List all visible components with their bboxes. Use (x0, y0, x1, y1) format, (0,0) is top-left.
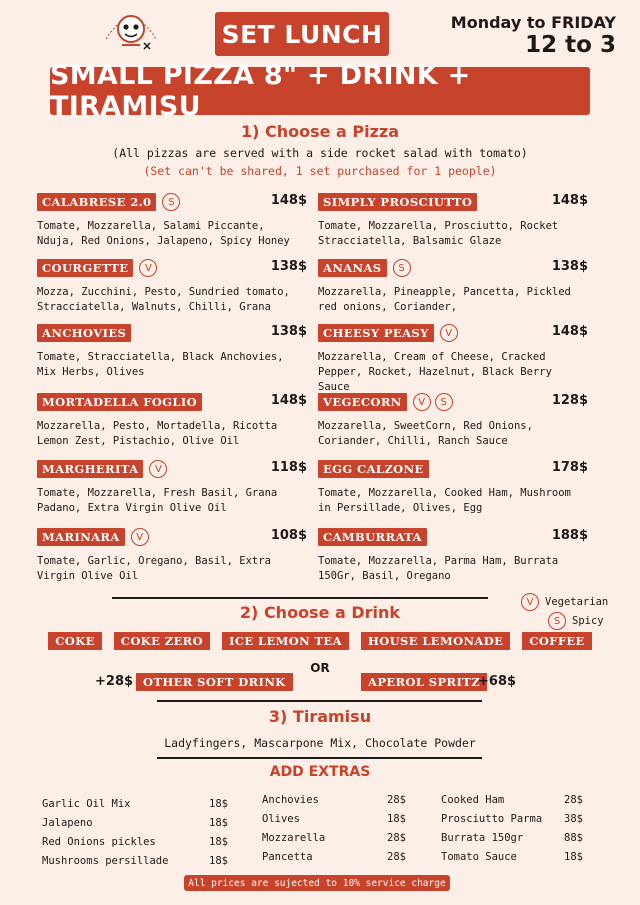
pizza-price: 128$ (551, 393, 588, 408)
pizza-description: Mozzarella, SweetCorn, Red Onions, Coriander, Chilli, Ranch Sauce (318, 420, 533, 447)
extra-price: 28$ (387, 831, 406, 844)
step3-title: 3) Tiramisu (268, 707, 372, 726)
pizza-description: Mozzarella, Cream of Cheese, Cracked Pepper, Rocket, Hazelnut, Black Berry Sauce (318, 351, 552, 393)
pizza-item[interactable] (318, 526, 588, 584)
pizza-name: CHEESY PEASY (318, 324, 434, 342)
step1-note: (All pizzas are served with a side rocket salad with tomato) (112, 146, 528, 160)
pizza-header (318, 257, 588, 279)
drink-ice-lemon-tea[interactable]: ICE LEMON TEA (222, 632, 349, 650)
set-banner: SMALL PIZZA 8" + DRINK + TIRAMISU (50, 67, 590, 115)
extra-item (441, 790, 583, 809)
extra-name: Jalapeno (42, 816, 93, 829)
pizza-header (37, 257, 307, 279)
pizza-description: Tomate, Mozzarella, Fresh Basil, Grana Padano, Extra Virgin Olive Oil (37, 487, 278, 514)
legend-label: Spicy (572, 615, 604, 627)
extra-price: 18$ (564, 850, 583, 863)
pizza-item[interactable] (37, 257, 307, 315)
pizza-price: 178$ (551, 460, 588, 475)
extra-price: 28$ (387, 850, 406, 863)
pizza-name: CALABRESE 2.0 (37, 193, 156, 211)
extra-item (262, 790, 406, 809)
spicy-icon: S (435, 393, 453, 411)
pizza-description: Tomate, Mozzarella, Cooked Ham, Mushroom in Persillade, Olives, Egg (318, 487, 571, 514)
step2-title: 2) Choose a Drink (239, 603, 401, 622)
vegetarian-icon: V (413, 393, 431, 411)
extra-item (262, 809, 406, 828)
pizza-price: 148$ (270, 193, 307, 208)
extra-name: Anchovies (262, 793, 319, 806)
vegetarian-icon: V (149, 460, 167, 478)
extra-item (441, 828, 583, 847)
pizza-item[interactable] (37, 322, 307, 380)
availability (451, 13, 616, 58)
drink-other-soft-drink[interactable]: OTHER SOFT DRINK (136, 673, 293, 691)
divider (157, 700, 482, 702)
pizza-header (37, 191, 307, 213)
pizza-name: MARINARA (37, 528, 125, 546)
extra-item (42, 794, 228, 813)
extra-item (441, 847, 583, 866)
extra-name: Olives (262, 812, 300, 825)
extra-price: 28$ (387, 793, 406, 806)
vegetarian-icon: V (139, 259, 157, 277)
pizza-header (37, 322, 307, 344)
pizza-description: Tomate, Mozzarella, Parma Ham, Burrata 150Gr, Basil, Oregano (318, 555, 559, 582)
vegetarian-icon: V (131, 528, 149, 546)
drink-coffee[interactable]: COFFEE (522, 632, 591, 650)
extras-col-1 (42, 794, 228, 870)
drinks-list (0, 632, 640, 650)
pizza-price: 148$ (551, 193, 588, 208)
aperol-surcharge: +68$ (478, 674, 517, 689)
extra-name: Burrata 150gr (441, 831, 524, 844)
pizza-item[interactable] (318, 191, 588, 249)
pizza-item[interactable] (37, 458, 307, 516)
pizza-description: Mozzarella, Pineapple, Pancetta, Pickled red onions, Coriander, (318, 286, 571, 313)
pizza-item[interactable] (318, 257, 588, 315)
pizza-name: VEGECORN (318, 393, 407, 411)
pizza-name: COURGETTE (37, 259, 133, 277)
extras-col-2 (262, 790, 406, 866)
extra-price: 18$ (387, 812, 406, 825)
pizza-description: Tomate, Stracciatella, Black Anchovies, Mix Herbs, Olives (37, 351, 284, 378)
pizza-description: Mozzarella, Pesto, Mortadella, Ricotta Lemon Zest, Pistachio, Olive Oil (37, 420, 278, 447)
pizza-price: 148$ (551, 324, 588, 339)
step1-title: 1) Choose a Pizza (240, 122, 400, 141)
extra-price: 88$ (564, 831, 583, 844)
pizza-name: ANCHOVIES (37, 324, 131, 342)
pizza-name: MARGHERITA (37, 460, 143, 478)
extras-col-3 (441, 790, 583, 866)
pizza-name: MORTADELLA FOGLIO (37, 393, 202, 411)
extra-item (441, 809, 583, 828)
days-text: Monday to FRIDAY (450, 13, 616, 32)
pizza-item[interactable] (318, 458, 588, 516)
pizza-header (318, 391, 588, 413)
extra-price: 28$ (564, 793, 583, 806)
drink-coke[interactable]: COKE (48, 632, 102, 650)
extra-name: Prosciutto Parma (441, 812, 543, 825)
extra-name: Mushrooms persillade (42, 854, 169, 867)
pizza-header (318, 526, 588, 548)
extra-name: Mozzarella (262, 831, 326, 844)
hours-text: 12 to 3 (525, 32, 616, 58)
extra-price: 18$ (209, 854, 228, 867)
pizza-price: 118$ (270, 460, 307, 475)
pizza-header (318, 191, 588, 213)
drink-aperol-spritz[interactable]: APEROL SPRITZ (361, 673, 487, 691)
extra-name: Red Onions pickles (42, 835, 156, 848)
extra-price: 18$ (209, 816, 228, 829)
extra-item (262, 828, 406, 847)
set-lunch-title: SET LUNCH (215, 12, 389, 56)
pizza-price: 188$ (551, 528, 588, 543)
vegetarian-icon: V (521, 593, 539, 611)
extra-item (42, 813, 228, 832)
pizza-description: Tomate, Mozzarella, Salami Piccante, Nduja, Red Onions, Jalapeno, Spicy Honey (37, 220, 290, 247)
pizza-description: Tomate, Garlic, Oregano, Basil, Extra Virgin Olive Oil (37, 555, 271, 582)
pizza-description: Mozza, Zucchini, Pesto, Sundried tomato, Stracciatella, Walnuts, Chilli, Grana (37, 286, 290, 313)
pizza-name: EGG CALZONE (318, 460, 429, 478)
divider (157, 757, 482, 759)
pizza-item[interactable] (37, 526, 307, 584)
extra-name: Pancetta (262, 850, 313, 863)
spicy-icon: S (548, 612, 566, 630)
extra-item (42, 851, 228, 870)
extra-item (262, 847, 406, 866)
service-charge-note: All prices are sujected to 10% service charge (184, 875, 450, 891)
pizza-header (318, 458, 588, 480)
pizza-name: ANANAS (318, 259, 387, 277)
extra-price: 38$ (564, 812, 583, 825)
pizza-item[interactable] (318, 322, 588, 395)
pizza-price: 138$ (270, 324, 307, 339)
extra-price: 18$ (209, 797, 228, 810)
tiramisu-desc: Ladyfingers, Mascarpone Mix, Chocolate Powder (164, 736, 476, 750)
divider (112, 597, 488, 599)
extra-name: Cooked Ham (441, 793, 505, 806)
pizza-item[interactable] (37, 191, 307, 249)
pizza-price: 108$ (270, 528, 307, 543)
spicy-icon: S (393, 259, 411, 277)
soft-drink-surcharge: +28$ (95, 674, 134, 689)
extra-item (42, 832, 228, 851)
legend-label: Vegetarian (545, 596, 609, 608)
pizza-header (37, 458, 307, 480)
drink-coke-zero[interactable]: COKE ZERO (114, 632, 210, 650)
pizza-price: 148$ (270, 393, 307, 408)
extra-price: 18$ (209, 835, 228, 848)
pizza-header (318, 322, 588, 344)
pizza-header (37, 391, 307, 413)
spicy-icon: S (162, 193, 180, 211)
extra-name: Tomato Sauce (441, 850, 517, 863)
pizza-item[interactable] (318, 391, 588, 449)
pizza-header (37, 526, 307, 548)
extra-name: Garlic Oil Mix (42, 797, 131, 810)
pizza-price: 138$ (551, 259, 588, 274)
pizza-description: Tomate, Mozzarella, Prosciutto, Rocket Stracciatella, Balsamic Glaze (318, 220, 559, 247)
extras-title: ADD EXTRAS (269, 764, 371, 780)
restaurant-logo (100, 5, 162, 51)
pizza-name: CAMBURRATA (318, 528, 427, 546)
drink-house-lemonade[interactable]: HOUSE LEMONADE (361, 632, 510, 650)
vegetarian-icon: V (440, 324, 458, 342)
pizza-price: 138$ (270, 259, 307, 274)
pizza-item[interactable] (37, 391, 307, 449)
or-text: OR (310, 661, 330, 675)
pizza-name: SIMPLY PROSCIUTTO (318, 193, 477, 211)
step1-note-share: (Set can't be shared, 1 set purchased for 1 people) (143, 164, 497, 178)
